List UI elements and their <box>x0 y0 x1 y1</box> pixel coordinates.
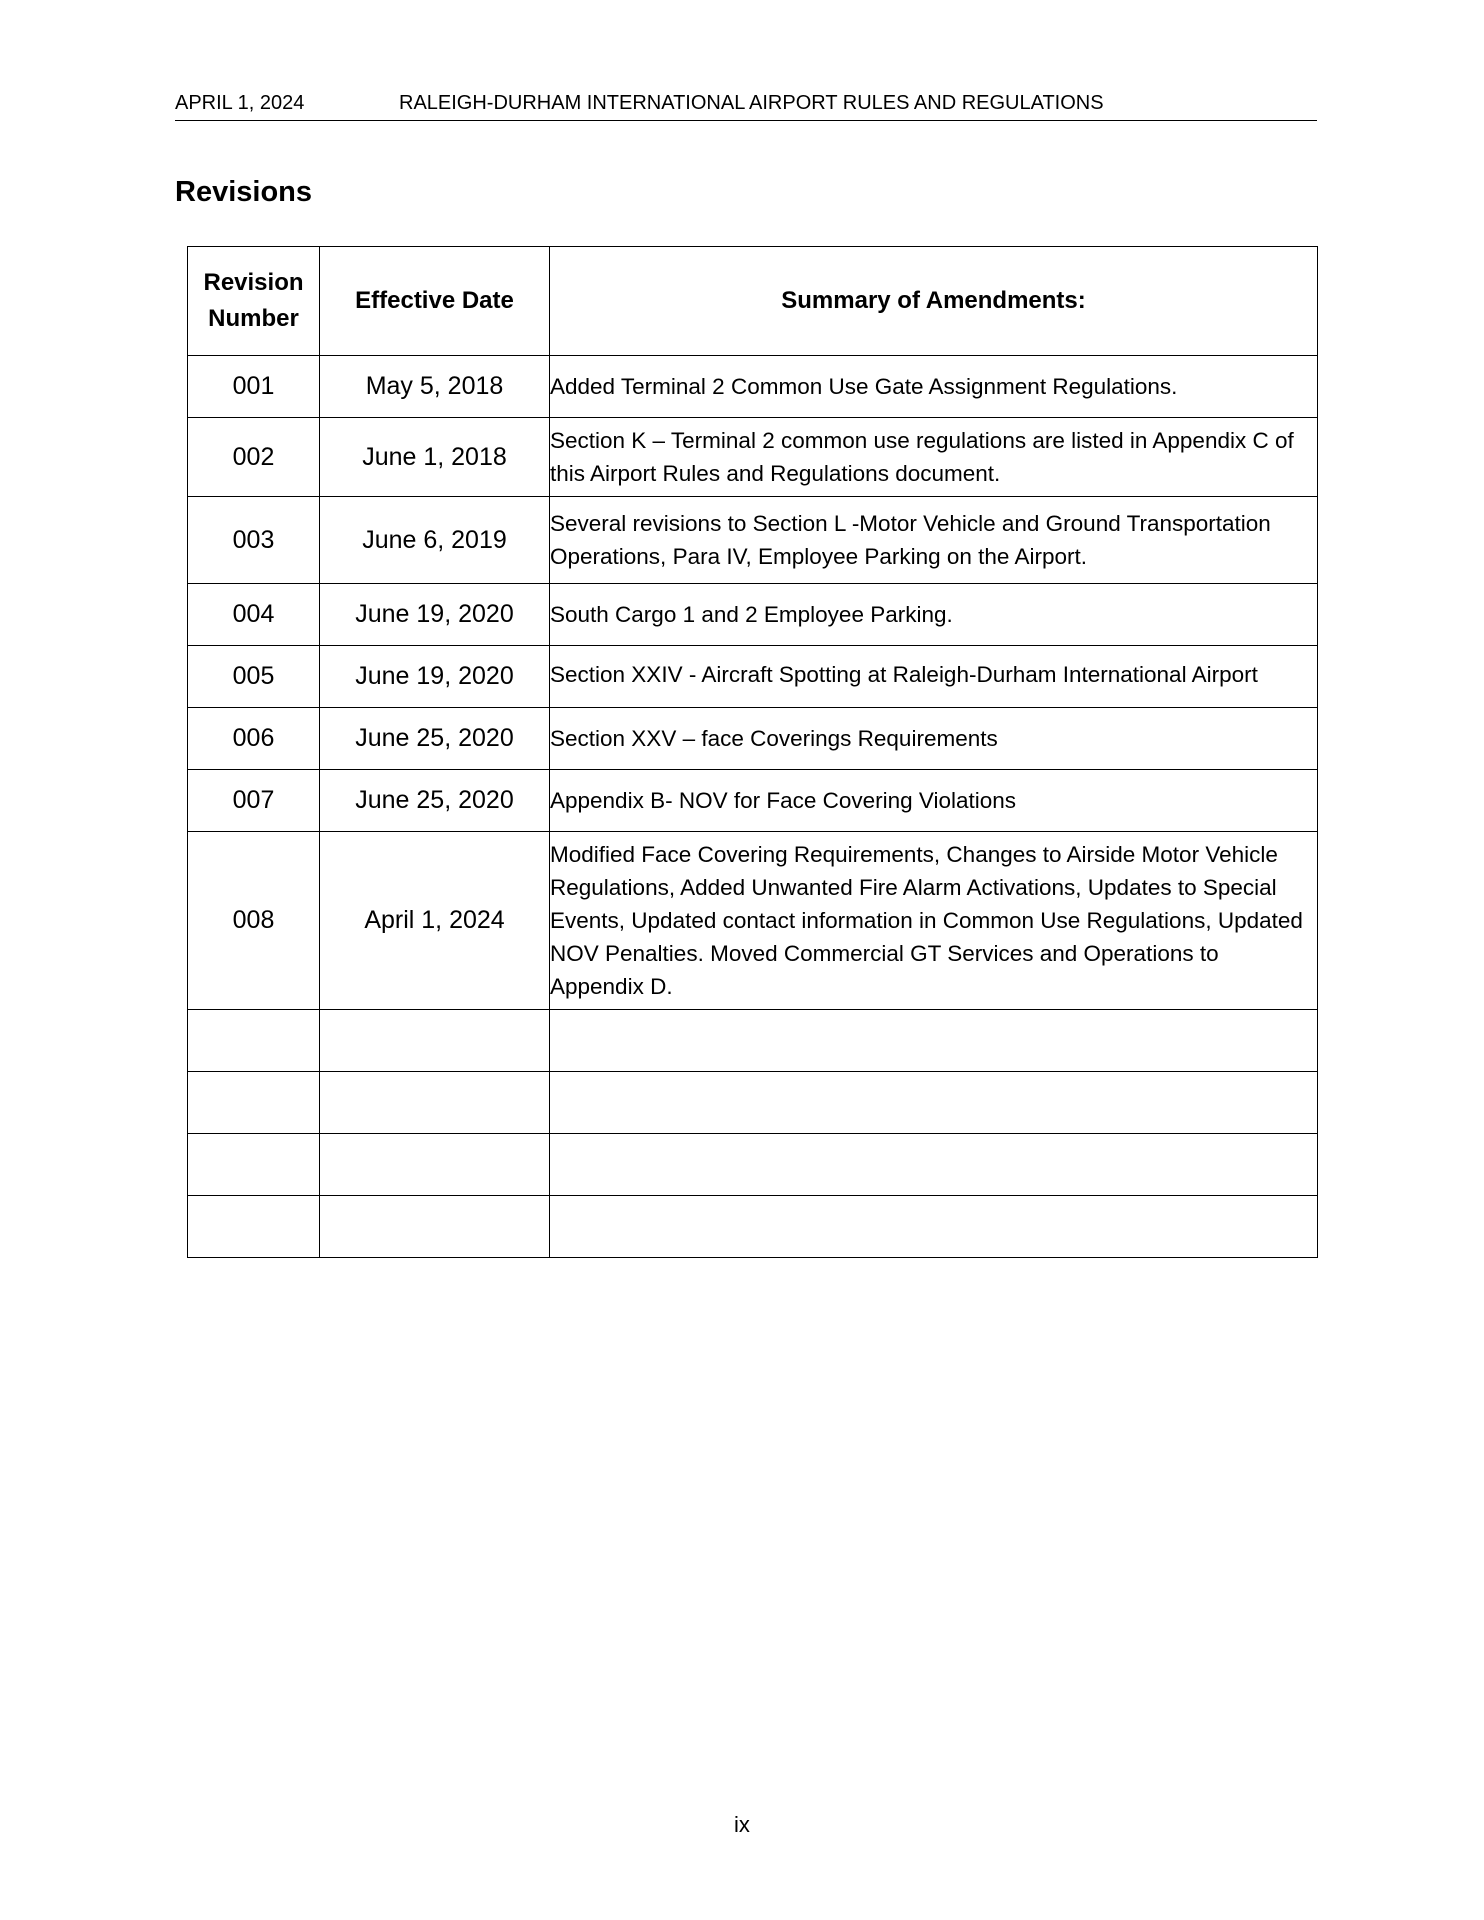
empty-table-row <box>188 1196 1318 1258</box>
effective-date: May 5, 2018 <box>320 356 550 418</box>
empty-cell <box>320 1072 550 1134</box>
empty-table-row <box>188 1010 1318 1072</box>
revision-number: 005 <box>188 646 320 708</box>
revision-number: 002 <box>188 418 320 497</box>
empty-cell <box>188 1072 320 1134</box>
header-effective-date: Effective Date <box>320 247 550 356</box>
header-title: RALEIGH-DURHAM INTERNATIONAL AIRPORT RULES AND REGULATIONS <box>399 92 1104 114</box>
amendment-summary: Section XXV – face Coverings Requirements <box>550 708 1318 770</box>
revision-number: 006 <box>188 708 320 770</box>
amendment-summary-text: Section XXIV - Aircraft Spotting at Raleigh-Durham International Airport <box>550 662 1258 687</box>
empty-cell <box>320 1010 550 1072</box>
amendment-summary: Section K – Terminal 2 common use regulations are listed in Appendix C of this Airport Rules and Regulations document. <box>550 418 1318 497</box>
table-row <box>188 646 1318 708</box>
table-row <box>188 497 1318 584</box>
empty-cell <box>320 1196 550 1258</box>
amendment-summary: Modified Face Covering Requirements, Changes to Airside Motor Vehicle Regulations, Added Unwanted Fire Alarm Activations, Updates to Special Events, Updated contact information in Common Use Regulations, Updated NOV Penalties. Moved Commercial GT Services and Operations to Appendix D. <box>550 832 1318 1010</box>
page-header <box>175 88 1317 121</box>
table-row <box>188 584 1318 646</box>
empty-table-row <box>188 1134 1318 1196</box>
amendment-summary: Several revisions to Section L -Motor Vehicle and Ground Transportation Operations, Para IV, Employee Parking on the Airport. <box>550 497 1318 584</box>
revision-number: 003 <box>188 497 320 584</box>
page-number: ix <box>734 1812 750 1837</box>
table-header-row <box>188 247 1318 356</box>
revision-number: 007 <box>188 770 320 832</box>
effective-date: June 19, 2020 <box>320 646 550 708</box>
empty-cell <box>188 1010 320 1072</box>
header-date: APRIL 1, 2024 <box>175 92 305 114</box>
empty-cell <box>550 1010 1318 1072</box>
empty-cell <box>550 1134 1318 1196</box>
empty-cell <box>550 1196 1318 1258</box>
amendment-summary: Added Terminal 2 Common Use Gate Assignment Regulations. <box>550 356 1318 418</box>
empty-cell <box>188 1196 320 1258</box>
effective-date: June 6, 2019 <box>320 497 550 584</box>
revision-number: 008 <box>188 832 320 1010</box>
revisions-table <box>187 246 1318 1258</box>
effective-date: June 25, 2020 <box>320 708 550 770</box>
section-title: Revisions <box>175 176 312 208</box>
table-row <box>188 832 1318 1010</box>
revision-number: 004 <box>188 584 320 646</box>
table-row <box>188 770 1318 832</box>
empty-table-row <box>188 1072 1318 1134</box>
effective-date: June 19, 2020 <box>320 584 550 646</box>
effective-date: June 1, 2018 <box>320 418 550 497</box>
empty-cell <box>188 1134 320 1196</box>
header-revision-number: Revision Number <box>188 247 320 356</box>
empty-cell <box>550 1072 1318 1134</box>
table-row <box>188 418 1318 497</box>
empty-cell <box>320 1134 550 1196</box>
revision-number: 001 <box>188 356 320 418</box>
table-row <box>188 356 1318 418</box>
amendment-summary <box>550 646 1318 708</box>
effective-date: June 25, 2020 <box>320 770 550 832</box>
header-summary: Summary of Amendments: <box>550 247 1318 356</box>
amendment-summary: South Cargo 1 and 2 Employee Parking. <box>550 584 1318 646</box>
table-row <box>188 708 1318 770</box>
effective-date: April 1, 2024 <box>320 832 550 1010</box>
amendment-summary: Appendix B- NOV for Face Covering Violations <box>550 770 1318 832</box>
